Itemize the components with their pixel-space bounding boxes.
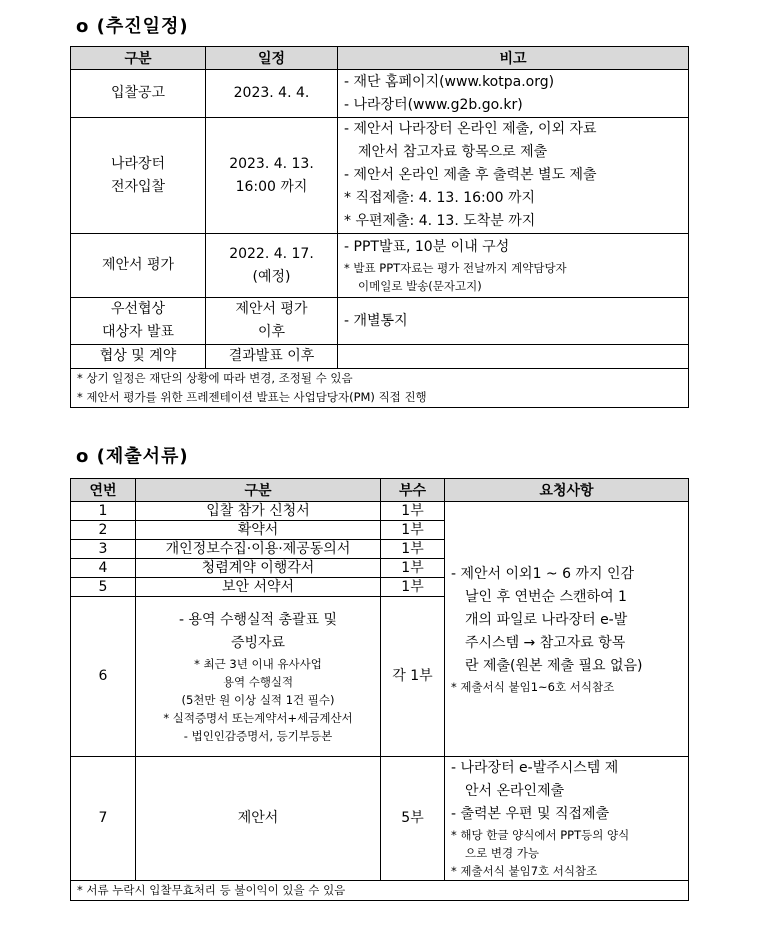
document-copies: 각 1부	[381, 597, 445, 757]
schedule-row	[71, 234, 689, 298]
documents-footnote-row	[71, 881, 689, 901]
schedule-gubun-cell	[71, 118, 206, 234]
request-text: - 제안서 이외1 ~ 6 까지 인감	[451, 565, 635, 582]
col-header-no: 연번	[71, 479, 136, 502]
schedule-row	[71, 118, 689, 234]
schedule-note-text: 이메일로 발송(문자고지)	[358, 279, 482, 293]
document-copies: 1부	[381, 540, 445, 559]
document-name: 청렴계약 이행각서	[136, 559, 381, 578]
schedule-note-text: - 개별통지	[344, 312, 408, 329]
schedule-footnotes	[71, 369, 689, 408]
schedule-date-text: (예정)	[252, 268, 291, 285]
footnote-text: * 상기 일정은 재단의 상황에 따라 변경, 조정될 수 있음	[77, 371, 353, 385]
document-detail-text: * 최근 3년 이내 유사사업	[194, 656, 322, 671]
col-header-requests: 요청사항	[445, 479, 689, 502]
document-no: 5	[71, 578, 136, 597]
request-text: - 출력본 우편 및 직접제출	[451, 806, 610, 822]
schedule-date-text: 결과발표 이후	[228, 348, 315, 364]
schedule-date-cell	[206, 70, 338, 118]
schedule-date-text: 2023. 4. 13.	[229, 155, 314, 172]
schedule-notes-cell	[338, 298, 689, 345]
document-no: 4	[71, 559, 136, 578]
schedule-gubun-cell	[71, 70, 206, 118]
schedule-note-text: * 직접제출: 4. 13. 16:00 까지	[344, 190, 536, 206]
schedule-notes-cell	[338, 70, 689, 118]
request-text: 날인 후 연번순 스캔하여 1	[465, 588, 627, 605]
schedule-gubun-text: 제안서 평가	[101, 257, 175, 273]
document-row	[71, 502, 689, 521]
schedule-gubun-cell	[71, 298, 206, 345]
schedule-date-cell	[206, 298, 338, 345]
document-name: 입찰 참가 신청서	[136, 502, 381, 521]
schedule-note-text: * 우편제출: 4. 13. 도착분 까지	[344, 213, 536, 229]
schedule-note-text: - PPT발표, 10분 이내 구성	[344, 239, 510, 255]
footnote-text: * 제안서 평가를 위한 프레젠테이션 발표는 사업담당자(PM) 직접 진행	[77, 390, 427, 404]
schedule-gubun-text: 입찰공고	[110, 85, 166, 101]
schedule-gubun-cell	[71, 345, 206, 369]
document-detail-text: (5천만 원 이상 실적 1건 필수)	[181, 692, 335, 707]
schedule-gubun-text: 전자입찰	[110, 178, 166, 195]
request-text: * 해당 한글 양식에서 PPT등의 양식	[451, 828, 630, 842]
schedule-row	[71, 298, 689, 345]
document-copies: 1부	[381, 521, 445, 540]
document-detail-text: * 실적증명서 또는계약서+세금계산서	[163, 710, 353, 725]
documents-footnote: * 서류 누락시 입찰무효처리 등 불이익이 있을 수 있음	[71, 881, 689, 901]
document-name: 확약서	[136, 521, 381, 540]
schedule-date-text: 16:00 까지	[235, 178, 308, 195]
schedule-notes-cell	[338, 345, 689, 369]
schedule-row	[71, 345, 689, 369]
document-name: 보안 서약서	[136, 578, 381, 597]
request-text: 개의 파일로 나라장터 e-발	[465, 611, 628, 628]
request-text: 란 제출(원본 제출 필요 없음)	[465, 657, 643, 674]
schedule-note-text: - 제안서 온라인 제출 후 출력본 별도 제출	[344, 167, 597, 183]
document-row	[71, 757, 689, 881]
document-detail-text: 증빙자료	[230, 634, 286, 651]
schedule-table	[70, 46, 689, 408]
schedule-note-text: - 나라장터(www.g2b.go.kr)	[344, 96, 523, 113]
request-text: 안서 온라인제출	[465, 783, 565, 799]
documents-table	[70, 478, 689, 901]
schedule-date-cell	[206, 118, 338, 234]
document-requests-cell	[445, 502, 689, 757]
col-header-date: 일정	[206, 47, 338, 70]
schedule-gubun-text: 나라장터	[110, 155, 166, 172]
document-requests-cell	[445, 757, 689, 881]
schedule-note-text: * 발표 PPT자료는 평가 전날까지 계약담당자	[344, 261, 567, 275]
document-name: 개인정보수집·이용·제공동의서	[136, 540, 381, 559]
schedule-date-text: 2022. 4. 17.	[229, 245, 314, 262]
document-name	[136, 597, 381, 757]
document-detail-text: 용역 수행실적	[222, 674, 294, 689]
document-copies: 1부	[381, 502, 445, 521]
schedule-note-text: 제안서 참고자료 항목으로 제출	[358, 144, 548, 160]
col-header-notes: 비고	[338, 47, 689, 70]
schedule-date-cell	[206, 234, 338, 298]
document-name: 제안서	[136, 757, 381, 881]
col-header-name: 구분	[136, 479, 381, 502]
document-no: 3	[71, 540, 136, 559]
schedule-date-cell	[206, 345, 338, 369]
schedule-date-text: 2023. 4. 4.	[233, 85, 310, 101]
schedule-gubun-text: 협상 및 계약	[99, 348, 177, 364]
document-copies: 5부	[381, 757, 445, 881]
document-no: 6	[71, 597, 136, 757]
schedule-gubun-cell	[71, 234, 206, 298]
document-copies: 1부	[381, 578, 445, 597]
request-text: - 나라장터 e-발주시스템 제	[451, 760, 619, 776]
schedule-notes-cell	[338, 118, 689, 234]
schedule-gubun-text: 우선협상	[110, 301, 166, 317]
request-text: * 제출서식 붙임7호 서식참조	[451, 864, 598, 878]
schedule-date-text: 제안서 평가	[235, 301, 308, 317]
schedule-footnote-row	[71, 369, 689, 408]
document-copies: 1부	[381, 559, 445, 578]
schedule-note-text: - 재단 홈페이지(www.kotpa.org)	[344, 73, 555, 90]
col-header-gubun: 구분	[71, 47, 206, 70]
request-text: * 제출서식 붙임1~6호 서식참조	[451, 679, 615, 694]
request-text: 주시스템 → 참고자료 항목	[465, 634, 626, 651]
schedule-note-text: - 제안서 나라장터 온라인 제출, 이외 자료	[344, 121, 597, 137]
section-schedule-heading: o (추진일정)	[76, 16, 189, 37]
section-documents-heading: o (제출서류)	[76, 446, 189, 467]
col-header-copies: 부수	[381, 479, 445, 502]
schedule-gubun-text: 대상자 발표	[101, 324, 175, 340]
document-no: 7	[71, 757, 136, 881]
document-no: 1	[71, 502, 136, 521]
schedule-date-text: 이후	[257, 324, 286, 340]
document-detail-text: - 법인인감증명서, 등기부등본	[183, 728, 333, 743]
schedule-row	[71, 70, 689, 118]
schedule-notes-cell	[338, 234, 689, 298]
document-detail-text: - 용역 수행실적 총괄표 및	[178, 611, 338, 628]
document-no: 2	[71, 521, 136, 540]
request-text: 으로 변경 가능	[465, 846, 539, 860]
